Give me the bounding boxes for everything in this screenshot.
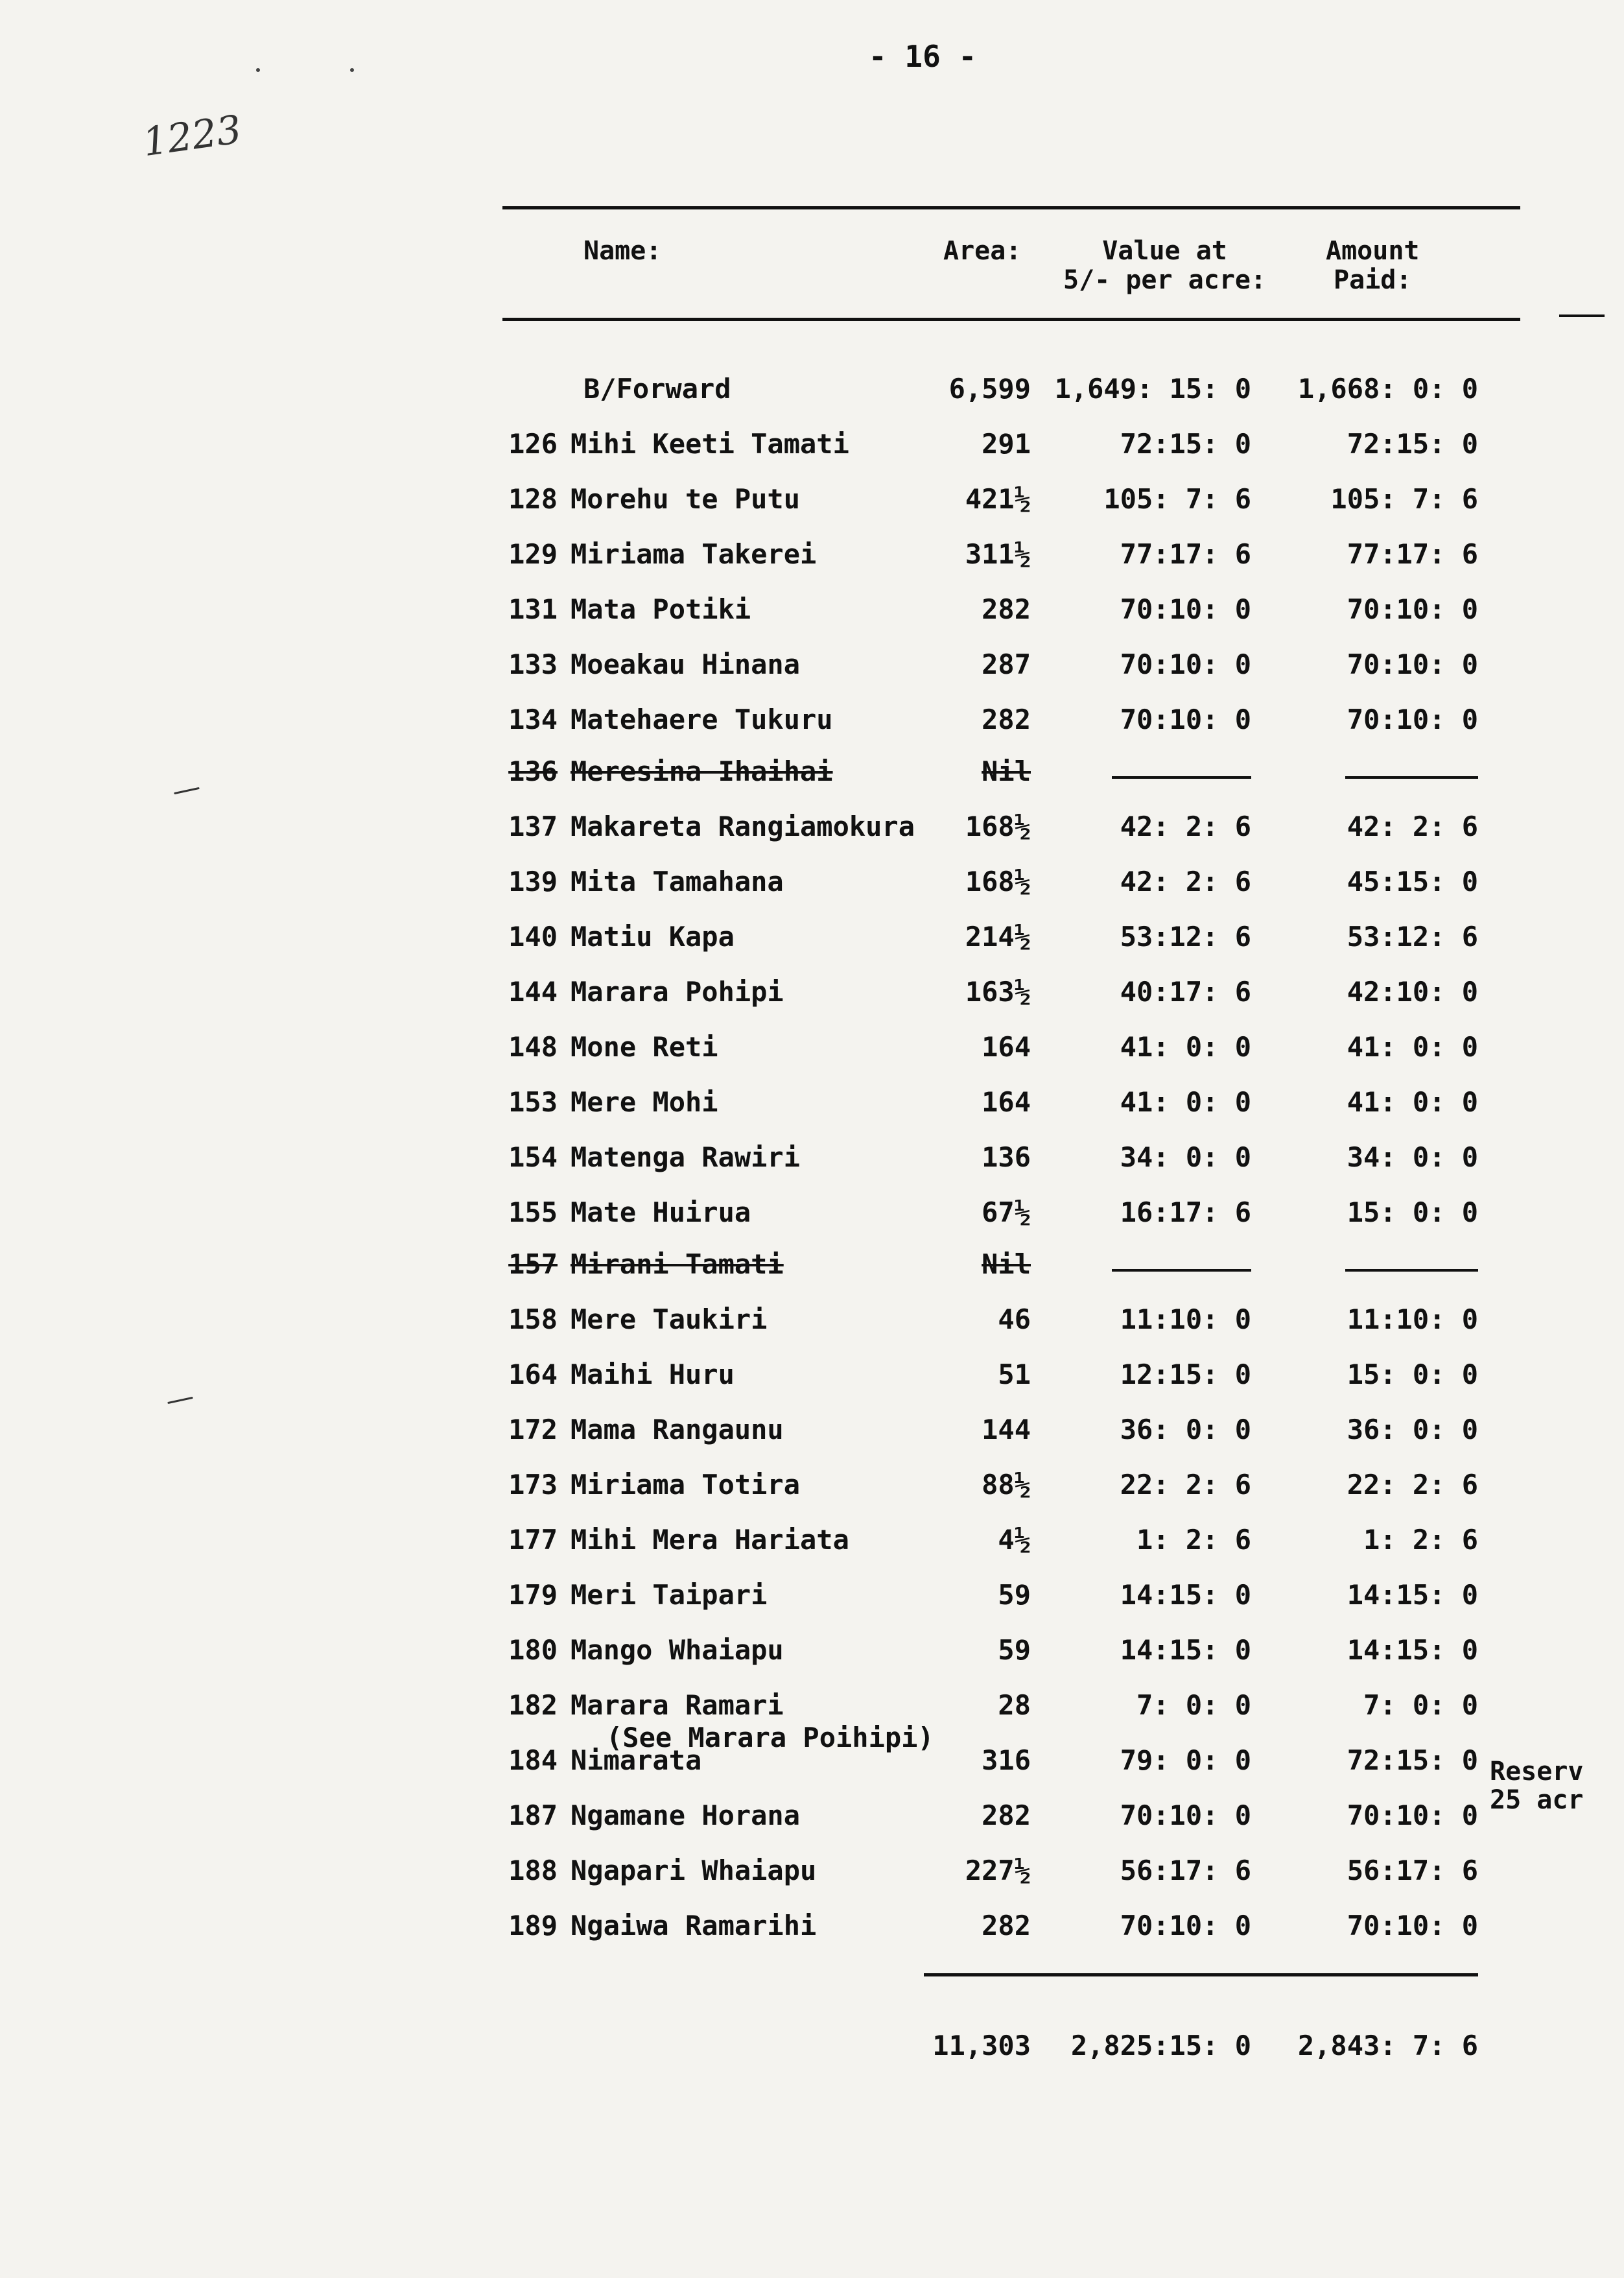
- row-area: 67½: [982, 1196, 1031, 1228]
- table-row: [0, 1414, 1624, 1453]
- header-name: Name:: [583, 236, 662, 266]
- forward-value: 1,649: 15: 0: [1054, 373, 1251, 405]
- table-row: [0, 1799, 1624, 1838]
- table-row: [0, 428, 1624, 467]
- forward-area: 6,599: [948, 373, 1031, 405]
- row-name: Nimarata: [571, 1744, 702, 1776]
- handwritten-note: 1223: [139, 106, 244, 166]
- row-number: 133: [508, 648, 558, 680]
- row-area: 59: [998, 1579, 1031, 1611]
- header-paid: Amount Paid:: [1326, 236, 1420, 295]
- row-paid: 70:10: 0: [1347, 648, 1478, 680]
- row-area: Nil: [982, 755, 1031, 787]
- row-value: 41: 0: 0: [1120, 1086, 1251, 1118]
- row-area: Nil: [982, 1248, 1031, 1280]
- row-name: Matenga Rawiri: [571, 1141, 801, 1173]
- row-name: Mita Tamahana: [571, 866, 784, 897]
- row-paid: 70:10: 0: [1347, 704, 1478, 735]
- row-value: 22: 2: 6: [1120, 1469, 1251, 1501]
- row-name: Morehu te Putu: [571, 483, 801, 515]
- table-row: [0, 1303, 1624, 1342]
- row-number: 137: [508, 811, 558, 842]
- row-paid: 105: 7: 6: [1330, 483, 1478, 515]
- table-row: [0, 1358, 1624, 1397]
- row-paid: 70:10: 0: [1347, 1910, 1478, 1941]
- row-number: 128: [508, 483, 558, 515]
- row-number: 134: [508, 704, 558, 735]
- row-area: 287: [982, 648, 1031, 680]
- row-value: 42: 2: 6: [1120, 811, 1251, 842]
- row-name: Mere Mohi: [571, 1086, 718, 1118]
- row-value: 41: 0: 0: [1120, 1031, 1251, 1063]
- header-area: Area:: [943, 236, 1022, 266]
- row-value: 40:17: 6: [1120, 976, 1251, 1008]
- total-paid: 2,843: 7: 6: [1297, 2030, 1478, 2061]
- row-area: 282: [982, 593, 1031, 625]
- row-name: Mihi Mera Hariata: [571, 1524, 849, 1556]
- total-value: 2,825:15: 0: [1070, 2030, 1251, 2061]
- row-paid: 14:15: 0: [1347, 1579, 1478, 1611]
- top-rule: [502, 206, 1520, 209]
- row-area: 282: [982, 1799, 1031, 1831]
- row-value: 14:15: 0: [1120, 1634, 1251, 1666]
- row-paid: 42:10: 0: [1347, 976, 1478, 1008]
- row-number: 140: [508, 921, 558, 953]
- table-row: [0, 1579, 1624, 1618]
- row-area: 214½: [965, 921, 1031, 953]
- header-rule: [502, 318, 1520, 321]
- table-row: [0, 1855, 1624, 1893]
- header-value: Value at 5/- per acre:: [1063, 236, 1267, 295]
- row-paid: 15: 0: 0: [1347, 1196, 1478, 1228]
- table-row: [0, 1910, 1624, 1949]
- row-name: Mango Whaiapu: [571, 1634, 784, 1666]
- row-area: 168½: [965, 866, 1031, 897]
- margin-mark: [167, 1397, 193, 1404]
- nil-dash: [1345, 776, 1478, 779]
- row-paid: 72:15: 0: [1347, 428, 1478, 460]
- row-paid: 56:17: 6: [1347, 1855, 1478, 1886]
- row-value: 53:12: 6: [1120, 921, 1251, 953]
- row-area: 168½: [965, 811, 1031, 842]
- row-number: 172: [508, 1414, 558, 1445]
- row-area: 421½: [965, 483, 1031, 515]
- row-area: 51: [998, 1358, 1031, 1390]
- forward-paid: 1,668: 0: 0: [1297, 373, 1478, 405]
- row-paid: 53:12: 6: [1347, 921, 1478, 953]
- row-name: Marara Ramari: [571, 1689, 784, 1721]
- table-row: [0, 593, 1624, 632]
- row-value: 70:10: 0: [1120, 1799, 1251, 1831]
- table-row: [0, 648, 1624, 687]
- table-row: [0, 1248, 1624, 1287]
- row-name: Ngaiwa Ramarihi: [571, 1910, 817, 1941]
- row-number: 144: [508, 976, 558, 1008]
- row-number: 148: [508, 1031, 558, 1063]
- row-area: 136: [982, 1141, 1031, 1173]
- row-number: 187: [508, 1799, 558, 1831]
- speck: [256, 68, 260, 72]
- row-number: 129: [508, 538, 558, 570]
- forward-label: B/Forward: [583, 373, 731, 405]
- row-value: 12:15: 0: [1120, 1358, 1251, 1390]
- row-paid: 42: 2: 6: [1347, 811, 1478, 842]
- row-name: Meresina Ihaihai: [571, 755, 833, 787]
- row-value: 79: 0: 0: [1120, 1744, 1251, 1776]
- row-value: 34: 0: 0: [1120, 1141, 1251, 1173]
- row-value: 105: 7: 6: [1103, 483, 1251, 515]
- row-name: Mihi Keeti Tamati: [571, 428, 849, 460]
- row-name: Matehaere Tukuru: [571, 704, 833, 735]
- row-area: 282: [982, 704, 1031, 735]
- row-value: 70:10: 0: [1120, 704, 1251, 735]
- row-area: 311½: [965, 538, 1031, 570]
- row-number: 131: [508, 593, 558, 625]
- row-paid: 41: 0: 0: [1347, 1086, 1478, 1118]
- row-value: 36: 0: 0: [1120, 1414, 1251, 1445]
- row-area: 163½: [965, 976, 1031, 1008]
- row-value: 77:17: 6: [1120, 538, 1251, 570]
- table-row: [0, 1469, 1624, 1508]
- table-row: [0, 538, 1624, 577]
- row-paid: 70:10: 0: [1347, 593, 1478, 625]
- row-number: 179: [508, 1579, 558, 1611]
- row-value: 70:10: 0: [1120, 593, 1251, 625]
- row-number: 173: [508, 1469, 558, 1501]
- row-name: Ngapari Whaiapu: [571, 1855, 817, 1886]
- row-number: 126: [508, 428, 558, 460]
- row-value: 56:17: 6: [1120, 1855, 1251, 1886]
- row-paid: 1: 2: 6: [1363, 1524, 1478, 1556]
- row-number: 182: [508, 1689, 558, 1721]
- row-name: Moeakau Hinana: [571, 648, 801, 680]
- row-name: Mate Huirua: [571, 1196, 751, 1228]
- row-paid: 70:10: 0: [1347, 1799, 1478, 1831]
- table-row: [0, 811, 1624, 849]
- table-row: [0, 483, 1624, 522]
- row-area: 164: [982, 1031, 1031, 1063]
- row-number: 189: [508, 1910, 558, 1941]
- row-area: 316: [982, 1744, 1031, 1776]
- row-number: 184: [508, 1744, 558, 1776]
- row-number: 155: [508, 1196, 558, 1228]
- row-area: 227½: [965, 1855, 1031, 1886]
- row-name: Meri Taipari: [571, 1579, 768, 1611]
- row-number: 136: [508, 755, 558, 787]
- row-name: Marara Pohipi: [571, 976, 784, 1008]
- row-paid: 41: 0: 0: [1347, 1031, 1478, 1063]
- row-value: 11:10: 0: [1120, 1303, 1251, 1335]
- row-paid: 14:15: 0: [1347, 1634, 1478, 1666]
- row-paid: 45:15: 0: [1347, 866, 1478, 897]
- row-value: 7: 0: 0: [1136, 1689, 1251, 1721]
- nil-dash: [1112, 776, 1251, 779]
- row-number: 139: [508, 866, 558, 897]
- row-name: Miriama Totira: [571, 1469, 801, 1501]
- table-row: [0, 921, 1624, 960]
- total-rule: [924, 1973, 1478, 1976]
- table-row: [0, 1634, 1624, 1673]
- row-area: 282: [982, 1910, 1031, 1941]
- table-row: [0, 1086, 1624, 1125]
- row-number: 158: [508, 1303, 558, 1335]
- row-area: 4½: [998, 1524, 1031, 1556]
- row-number: 177: [508, 1524, 558, 1556]
- row-name: Miriama Takerei: [571, 538, 817, 570]
- row-value: 16:17: 6: [1120, 1196, 1251, 1228]
- row-name: Mere Taukiri: [571, 1303, 768, 1335]
- row-paid: 36: 0: 0: [1347, 1414, 1478, 1445]
- page-number: - 16 -: [869, 39, 977, 74]
- row-value: 72:15: 0: [1120, 428, 1251, 460]
- table-row: [0, 866, 1624, 905]
- row-paid: 7: 0: 0: [1363, 1689, 1478, 1721]
- row-paid: 72:15: 0: [1347, 1744, 1478, 1776]
- nil-dash: [1112, 1269, 1251, 1272]
- row-area: 88½: [982, 1469, 1031, 1501]
- row-area: 28: [998, 1689, 1031, 1721]
- margin-tick: [1559, 314, 1605, 317]
- row-area: 144: [982, 1414, 1031, 1445]
- totals-row: [0, 2030, 1624, 2069]
- see-note: (See Marara Poihipi): [606, 1722, 934, 1753]
- row-value: 42: 2: 6: [1120, 866, 1251, 897]
- row-number: 153: [508, 1086, 558, 1118]
- row-value: 70:10: 0: [1120, 648, 1251, 680]
- table-row: [0, 1524, 1624, 1563]
- row-number: 164: [508, 1358, 558, 1390]
- row-name: Makareta Rangiamokura: [571, 811, 915, 842]
- row-area: 291: [982, 428, 1031, 460]
- row-area: 164: [982, 1086, 1031, 1118]
- row-paid: 15: 0: 0: [1347, 1358, 1478, 1390]
- row-name: Matiu Kapa: [571, 921, 735, 953]
- row-area: 46: [998, 1303, 1031, 1335]
- row-paid: 11:10: 0: [1347, 1303, 1478, 1335]
- table-row: [0, 1141, 1624, 1180]
- row-name: Mata Potiki: [571, 593, 751, 625]
- row-value: 1: 2: 6: [1136, 1524, 1251, 1556]
- row-number: 180: [508, 1634, 558, 1666]
- total-area: 11,303: [932, 2030, 1031, 2061]
- row-name: Mone Reti: [571, 1031, 718, 1063]
- row-value: 70:10: 0: [1120, 1910, 1251, 1941]
- table-row: [0, 755, 1624, 794]
- row-area: 59: [998, 1634, 1031, 1666]
- row-number: 154: [508, 1141, 558, 1173]
- row-paid: 34: 0: 0: [1347, 1141, 1478, 1173]
- row-paid: 77:17: 6: [1347, 538, 1478, 570]
- row-name: Maihi Huru: [571, 1358, 735, 1390]
- row-paid: 22: 2: 6: [1347, 1469, 1478, 1501]
- forward-row: [0, 373, 1624, 412]
- row-value: 14:15: 0: [1120, 1579, 1251, 1611]
- table-row: [0, 976, 1624, 1015]
- margin-note: Reserv 25 acr: [1490, 1757, 1584, 1815]
- table-row: [0, 1196, 1624, 1235]
- row-name: Mama Rangaunu: [571, 1414, 784, 1445]
- nil-dash: [1345, 1269, 1478, 1272]
- table-row: [0, 1031, 1624, 1070]
- row-name: Ngamane Horana: [571, 1799, 801, 1831]
- row-name: Mirani Tamati: [571, 1248, 784, 1280]
- row-number: 188: [508, 1855, 558, 1886]
- row-number: 157: [508, 1248, 558, 1280]
- speck: [350, 68, 354, 72]
- table-row: [0, 704, 1624, 742]
